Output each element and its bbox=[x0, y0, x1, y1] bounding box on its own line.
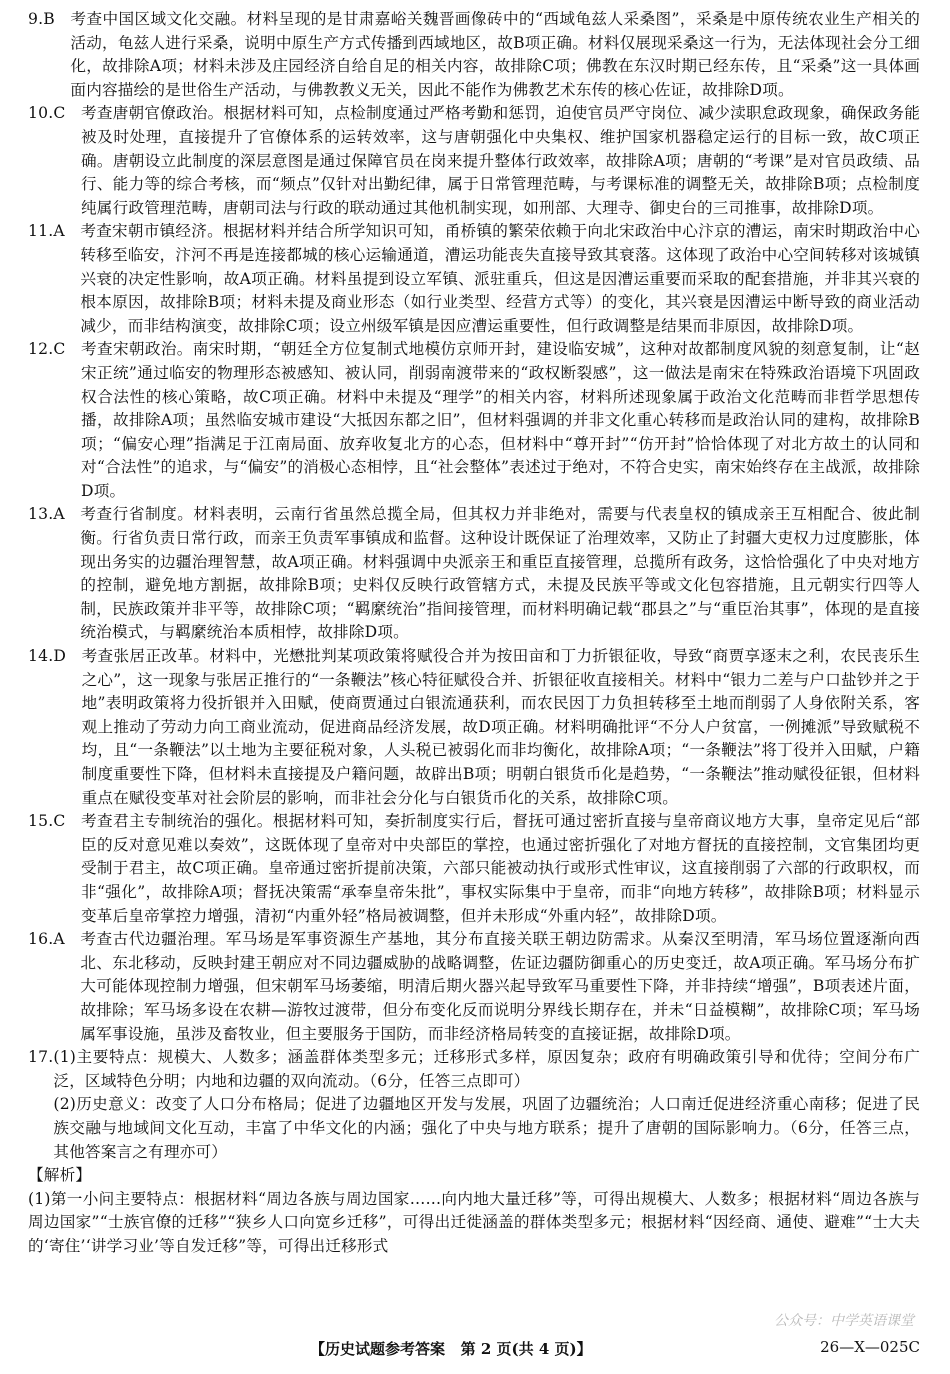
analysis-text: (1)第一小问主要特点：根据材料“周边各族与周边国家……向内地大量迁移”等，可得出规模大、人数多；根据材料“周边各族与周边国家”“士族官僚的迁移”“狭乡人口向宽乡迁移”，可得出迁徙涵盖的群体类型多元；根据材料“因经商、通使、避难”“士大夫的‘寄住’‘讲学习业’等自发迁移”等，可得出迁移形式 bbox=[28, 1189, 920, 1255]
item-number: 16.A bbox=[28, 930, 65, 949]
item-text: 考查张居正改革。材料中，光懋批判某项政策将赋役合并为按田亩和丁力折银征收，导致“商贾享逐末之利，农民丧乐生之心”，这一现象与张居正推行的“一条鞭法”核心特征赋役合并、折银征收直接相关。材料中“银力二差与户口盐钞并之于地”表明政策将力役折银并入田赋，使商贾通过白银流通获利，而农民因丁力负担转移至土地而削弱了人身依附关系，客观上推动了劳动力向工商业流动，促进商品经济发展，故D项正确。材料明确批评“不分人户贫富，一例摊派”导致赋税不均，且“一条鞭法”以土地为主要征税对象，人头税已被弱化而非均衡化，故排除A项；“一条鞭法”将丁役并入田赋，户籍制度重要性下降，但材料未直接提及户籍问题，故辟出B项；明朝白银货币化是趋势，“一条鞭法”推动赋役征银，但材料重点在赋役变革对社会阶层的影响，而非社会分化与白银货币化的关系，故排除C项。 bbox=[81, 647, 920, 807]
answer-item-13 bbox=[28, 503, 920, 645]
answer-item-14 bbox=[28, 645, 920, 810]
item-text: 考查唐朝官僚政治。根据材料可知，点检制度通过严格考勤和惩罚，迫使官员严守岗位、减少渎职怠政现象，确保政务能被及时处理，直接提升了官僚体系的运转效率，这与唐朝强化中央集权、维护国家机器稳定运行的目标一致，故C项正确。唐朝设立此制度的深层意图是通过保障官员在岗来提升整体行政效率，故排除A项；唐朝的“考课”是对官员政绩、品行、能力等的综合考核，而“频点”仅针对出勤纪律，属于日常管理范畴，与考课标准的调整无关，故排除B项；点检制度纯属行政管理范畴，唐朝司法与行政的联动通过其他机制实现，如刑部、大理寺、御史台的三司推事，故排除D项。 bbox=[81, 104, 920, 217]
item-number: 11.A bbox=[28, 222, 65, 241]
answer-item-12 bbox=[28, 338, 920, 503]
item-number: 15.C bbox=[28, 812, 66, 831]
answer-content bbox=[28, 8, 920, 1258]
item-text: 考查宋朝政治。南宋时期，“朝廷全方位复制式地模仿京师开封，建设临安城”，这种对故都制度风貌的刻意复制，让“赵宋正统”通过临安的物理形态被感知、被认同，削弱南渡带来的“政权断裂感”，这一做法是南宋在特殊政治语境下巩固政权合法性的核心策略，故C项正确。材料中未提及“理学”的相关内容，材料所述现象属于政治文化范畴而非哲学思想传播，故排除A项；虽然临安城市建设“大抵因东都之旧”，但材料强调的并非文化重心转移而是政治认同的建构，故排除B项；“偏安心理”指满足于江南局面、放弃收复北方的心态，但材料中“尊开封”“仿开封”恰恰体现了对北方故土的认同和对“合法性”的追求，与“偏安”的消极心态相悖，且“社会整体”表述过于绝对，不符合史实，南宋始终存在主战派，故排除D项。 bbox=[81, 340, 920, 500]
page-footer bbox=[0, 1338, 950, 1362]
footer-code: 26—X—025C bbox=[820, 1338, 920, 1356]
answer-item-11 bbox=[28, 220, 920, 338]
watermark: 公众号：中学英语课堂 bbox=[774, 1313, 914, 1329]
item-number: 10.C bbox=[28, 104, 66, 123]
item-number: 13.A bbox=[28, 505, 65, 524]
analysis-label: 【解析】 bbox=[28, 1166, 92, 1185]
q17-part2: (2)历史意义：改变了人口分布格局；促进了边疆地区开发与发展，巩固了边疆统治；人口南迁促进经济重心南移；促进了民族交融与地域间文化互动，丰富了中华文化的内涵；强化了中央与地方联系；提升了唐朝的国际影响力。（6分，任答三点，其他答案言之有理亦可） bbox=[53, 1095, 920, 1161]
item-number: 12.C bbox=[28, 340, 66, 359]
footer-title: 【历史试题参考答案 第 2 页(共 4 页)】 bbox=[310, 1340, 592, 1358]
answer-item-9 bbox=[28, 8, 920, 102]
answer-item-15 bbox=[28, 810, 920, 928]
q17-part1: (1)主要特点：规模大、人数多；涵盖群体类型多元；迁移形式多样，原因复杂；政府有明确政策引导和优待；空间分布广泛，区域特色分明；内地和边疆的双向流动。（6分，任答三点即可） bbox=[53, 1048, 920, 1090]
item-text: 考查行省制度。材料表明，云南行省虽然总揽全局，但其权力并非绝对，需要与代表皇权的镇成亲王互相配合、彼此制衡。行省负责日常行政，而亲王负责军事镇成和监督。这种设计既保证了治理效率，又防止了封疆大吏权力过度膨胀，体现出务实的边疆治理智慧，故A项正确。材料强调中央派亲王和重臣直接管理，总揽所有政务，这恰恰强化了中央对地方的控制，避免地方割据，故排除B项；史料仅反映行政管辖方式，未提及民族平等或文化包容措施，且元朝实行四等人制，民族政策并非平等，故排除C项；“羁縻统治”指间接管理，而材料明确记载“郡县之”与“重臣治其事”，体现的是直接统治模式，与羁縻统治本质相悖，故排除D项。 bbox=[80, 505, 920, 642]
item-text: 考查古代边疆治理。军马场是军事资源生产基地，其分布直接关联王朝边防需求。从秦汉至明清，军马场位置逐渐向西北、东北移动，反映封建王朝应对不同边疆威胁的战略调整，佐证边疆防御重心的历史变迁，故A项正确。军马场分布扩大可能体现控制力增强，但宋朝军马场萎缩，明清后期火器兴起导致军马重要性下降，并非持续“增强”，B项表述片面，故排除；军马场多设在农耕—游牧过渡带，但分布变化反而说明分界线长期存在，并未“日益模糊”，故排除C项；军马场属军事设施，虽涉及畜牧业，但主要服务于国防，而非经济格局转变的直接证据，故排除D项。 bbox=[80, 930, 920, 1043]
answer-item-17 bbox=[28, 1046, 920, 1164]
item-text bbox=[53, 1046, 920, 1164]
answer-item-10 bbox=[28, 102, 920, 220]
item-text: 考查君主专制统治的强化。根据材料可知，奏折制度实行后，督抚可通过密折直接与皇帝商议地方大事，皇帝定见后“部臣的反对意见难以奏效”，这既体现了皇帝对中央部臣的掌控，也通过密折强化了对地方督抚的直接控制，文官集团均更受制于君主，故C项正确。皇帝通过密折提前决策，六部只能被动执行或形式性审议，这直接削弱了六部的行政职权，而非“强化”，故排除A项；督抚决策需“承奉皇帝朱批”，事权实际集中于皇帝，而非“向地方转移”，故排除B项；材料显示变革后皇帝掌控力增强，清初“内重外轻”格局被调整，但并未形成“外重内轻”，故排除D项。 bbox=[81, 812, 920, 925]
item-number: 17. bbox=[28, 1048, 54, 1067]
item-number: 14.D bbox=[28, 647, 67, 666]
item-text: 考查宋朝市镇经济。根据材料并结合所学知识可知，甬桥镇的繁荣依赖于向北宋政治中心汴京的漕运，南宋时期政治中心转移至临安，汴河不再是连接都城的核心运输通道，漕运功能丧失直接导致其衰落。这体现了政治中心空间转移对该城镇兴衰的决定性影响，故A项正确。材料虽提到设立军镇、派驻重兵，但这是因漕运重要而采取的配套措施，并非其兴衰的根本原因，故排除B项；材料未提及商业形态（如行业类型、经营方式等）的变化，其兴衰是因漕运中断导致的商业活动减少，而非结构演变，故排除C项；设立州级军镇是因应漕运重要性，但行政调整是结果而非原因，故排除D项。 bbox=[80, 222, 920, 335]
answer-item-16 bbox=[28, 928, 920, 1046]
item-number: 9.B bbox=[28, 10, 55, 28]
item-text: 考查中国区域文化交融。材料呈现的是甘肃嘉峪关魏晋画像砖中的“西域龟兹人采桑图”，采桑是中原传统农业生产相关的活动，龟兹人进行采桑，说明中原生产方式传播到西域地区，故B项正确。材料仅展现采桑这一行为，无法体现社会分工细化，故排除A项；材料未涉及庄园经济自给自足的相关内容，故排除C项；佛教在东汉时期已经东传，且“采桑”这一具体画面内容描绘的是世俗生产活动，与佛教教义无关，因此不能作为佛教艺术东传的核心佐证，故排除D项。 bbox=[70, 10, 920, 99]
